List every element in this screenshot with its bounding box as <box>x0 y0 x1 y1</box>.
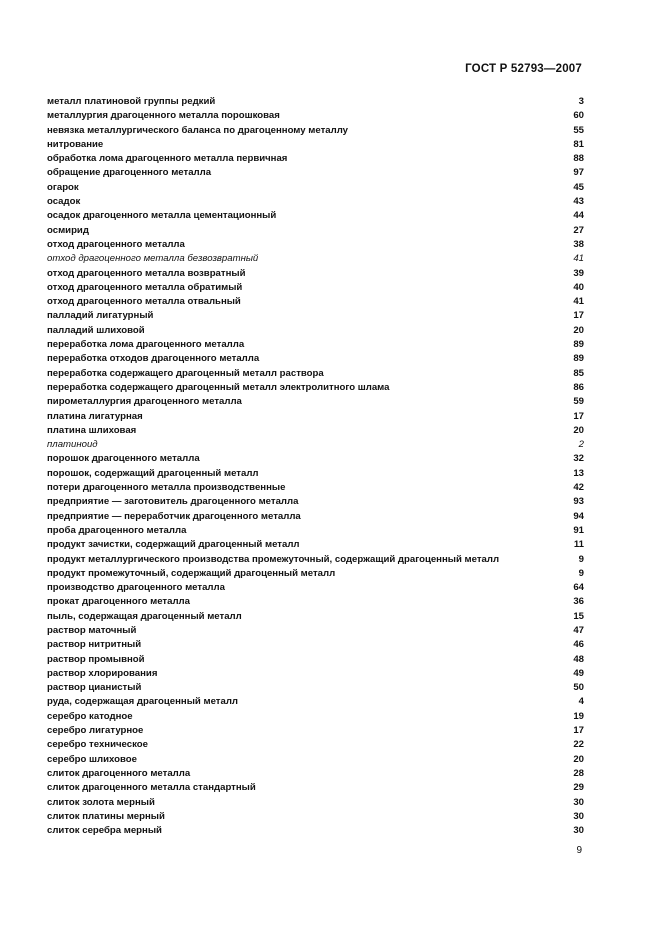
index-term: серебро техническое <box>47 739 148 751</box>
index-term: пыль, содержащая драгоценный металл <box>47 610 242 622</box>
index-term: осмирид <box>47 224 89 236</box>
index-term-number: 3 <box>578 96 584 107</box>
index-term-number: 60 <box>573 110 584 122</box>
index-entry <box>47 781 584 795</box>
index-term-number: 89 <box>573 339 584 351</box>
index-term-number: 19 <box>573 710 584 722</box>
index-entry <box>47 753 584 767</box>
index-term-number: 48 <box>573 653 584 665</box>
index-term: производство драгоценного металла <box>47 582 225 594</box>
index-entry <box>47 653 584 667</box>
index-term-number: 32 <box>573 453 584 465</box>
index-term-number: 30 <box>573 796 584 808</box>
index-term: продукт металлургического производства промежуточный, содержащий драгоценный металл <box>47 553 500 565</box>
index-term: слиток серебра мерный <box>47 825 162 837</box>
index-term: порошок драгоценного металла <box>47 453 200 465</box>
index-term-number: 36 <box>573 596 584 608</box>
index-term-number: 44 <box>573 210 584 222</box>
index-term-number: 39 <box>573 267 584 279</box>
index-term: раствор нитритный <box>47 639 142 651</box>
index-term: предприятие — заготовитель драгоценного металла <box>47 496 299 508</box>
index-entry <box>47 638 584 652</box>
index-term: слиток драгоценного металла стандартный <box>47 782 256 794</box>
index-term-number: 85 <box>573 367 584 379</box>
index-term: платина лигатурная <box>47 410 143 422</box>
index-entry <box>47 309 584 323</box>
index-term-number: 86 <box>573 381 584 393</box>
page-number: 9 <box>576 845 582 856</box>
index-term-number: 9 <box>578 553 584 565</box>
index-entry <box>47 295 584 309</box>
index-entry <box>47 581 584 595</box>
index-entry <box>47 567 584 581</box>
index-term: огарок <box>47 181 79 193</box>
index-term-number: 45 <box>573 181 584 193</box>
index-entry <box>47 109 584 123</box>
index-entry <box>47 410 584 424</box>
index-term: серебро катодное <box>47 710 133 722</box>
index-term-number: 42 <box>573 482 584 494</box>
index-entry <box>47 209 584 223</box>
index-term-number: 17 <box>573 725 584 737</box>
index-term: слиток платины мерный <box>47 810 165 822</box>
index-entry <box>47 367 584 381</box>
index-term: обработка лома драгоценного металла первичная <box>47 153 288 165</box>
index-term: металлургия драгоценного металла порошковая <box>47 110 280 122</box>
index-entry <box>47 667 584 681</box>
index-term-number: 89 <box>573 353 584 365</box>
index-term-number: 41 <box>573 296 584 308</box>
index-entry <box>47 767 584 781</box>
index-entry <box>47 824 584 838</box>
index-term: пирометаллургия драгоценного металла <box>47 396 242 408</box>
index-entry <box>47 424 584 438</box>
index-term: переработка содержащего драгоценный металл раствора <box>47 367 324 379</box>
index-entry <box>47 138 584 152</box>
index-term: платина шлиховая <box>47 424 137 436</box>
index-entry <box>47 538 584 552</box>
index-term-number: 4 <box>578 696 584 708</box>
index-entry <box>47 610 584 624</box>
index-entry <box>47 738 584 752</box>
index-entry <box>47 224 584 238</box>
index-term-number: 11 <box>573 539 584 551</box>
index-entry <box>47 238 584 252</box>
index-term: слиток золота мерный <box>47 796 155 808</box>
index-term: слиток драгоценного металла <box>47 767 191 779</box>
index-term-number: 81 <box>573 138 584 150</box>
index-term-number: 47 <box>573 624 584 636</box>
index-term: невязка металлургического баланса по драгоценному металлу <box>47 124 349 136</box>
index-entry <box>47 681 584 695</box>
index-term-number: 20 <box>573 424 584 436</box>
index-term-number: 46 <box>573 639 584 651</box>
index-entry <box>47 381 584 395</box>
index-term-number: 17 <box>573 410 584 422</box>
index-term-number: 9 <box>578 567 584 579</box>
index-term-number: 94 <box>573 510 584 522</box>
index-term-number: 30 <box>573 825 584 837</box>
index-term-number: 40 <box>573 281 584 293</box>
index-entry <box>47 452 584 466</box>
index-entry <box>47 695 584 709</box>
index-term-number: 20 <box>573 753 584 765</box>
index-term: раствор промывной <box>47 653 145 665</box>
index-term-number: 13 <box>573 467 584 479</box>
index-entry <box>47 95 584 109</box>
index-term-number: 59 <box>573 396 584 408</box>
index-entry <box>47 281 584 295</box>
index-term-number: 88 <box>573 153 584 165</box>
index-term: потери драгоценного металла производственные <box>47 482 286 494</box>
index-entry <box>47 481 584 495</box>
index-term-number: 20 <box>573 324 584 336</box>
index-entry <box>47 124 584 138</box>
index-entry <box>47 524 584 538</box>
index-term-number: 64 <box>573 582 584 594</box>
index-term: раствор маточный <box>47 624 137 636</box>
index-term: порошок, содержащий драгоценный металл <box>47 467 259 479</box>
index-term: металл платиновой группы редкий <box>47 96 216 107</box>
index-entry <box>47 324 584 338</box>
index-term: платиноид <box>47 439 98 451</box>
index-term-number: 17 <box>573 310 584 322</box>
index-term-number: 27 <box>573 224 584 236</box>
index-term: предприятие — переработчик драгоценного металла <box>47 510 301 522</box>
index-entry <box>47 152 584 166</box>
index-entry <box>47 595 584 609</box>
index-term: отход драгоценного металла <box>47 238 185 250</box>
index-term: переработка отходов драгоценного металла <box>47 353 260 365</box>
index-term-number: 97 <box>573 167 584 179</box>
index-entry <box>47 181 584 195</box>
index-term: руда, содержащая драгоценный металл <box>47 696 239 708</box>
index-term: осадок <box>47 196 81 208</box>
index-term-number: 49 <box>573 667 584 679</box>
index-term: серебро лигатурное <box>47 725 144 737</box>
index-entry <box>47 395 584 409</box>
index-term: проба драгоценного металла <box>47 524 187 536</box>
index-term: отход драгоценного металла безвозвратный <box>47 253 259 265</box>
index-term-number: 50 <box>573 682 584 694</box>
index-entry <box>47 624 584 638</box>
index-entry <box>47 495 584 509</box>
index-entry <box>47 724 584 738</box>
index-term-number: 28 <box>573 767 584 779</box>
document-header: ГОСТ Р 52793—2007 <box>465 63 582 75</box>
index-term: обращение драгоценного металла <box>47 167 212 179</box>
term-index <box>47 95 584 838</box>
index-entry <box>47 510 584 524</box>
index-entry <box>47 810 584 824</box>
index-term-number: 2 <box>578 439 584 451</box>
index-term: отход драгоценного металла обратимый <box>47 281 243 293</box>
index-entry <box>47 252 584 266</box>
index-term: переработка содержащего драгоценный металл электролитного шлама <box>47 381 390 393</box>
index-term-number: 38 <box>573 238 584 250</box>
index-term-number: 41 <box>573 253 584 265</box>
index-term: осадок драгоценного металла цементационный <box>47 210 277 222</box>
index-term: переработка лома драгоценного металла <box>47 339 245 351</box>
index-term: нитрование <box>47 138 104 150</box>
index-entry <box>47 796 584 810</box>
index-entry <box>47 710 584 724</box>
index-term: раствор цианистый <box>47 682 142 694</box>
index-entry <box>47 352 584 366</box>
index-entry <box>47 553 584 567</box>
index-term-number: 55 <box>573 124 584 136</box>
index-term: палладий шлиховой <box>47 324 145 336</box>
index-term: отход драгоценного металла отвальный <box>47 296 241 308</box>
index-entry <box>47 195 584 209</box>
index-entry <box>47 467 584 481</box>
index-term: продукт промежуточный, содержащий драгоценный металл <box>47 567 336 579</box>
index-term-number: 15 <box>573 610 584 622</box>
index-term: отход драгоценного металла возвратный <box>47 267 246 279</box>
index-term: продукт зачистки, содержащий драгоценный металл <box>47 539 300 551</box>
index-term-number: 22 <box>573 739 584 751</box>
index-entry <box>47 166 584 180</box>
index-entry <box>47 438 584 452</box>
index-term: прокат драгоценного металла <box>47 596 190 608</box>
index-term-number: 93 <box>573 496 584 508</box>
index-term-number: 29 <box>573 782 584 794</box>
index-term: палладий лигатурный <box>47 310 154 322</box>
index-term-number: 91 <box>573 524 584 536</box>
index-entry <box>47 267 584 281</box>
index-entry <box>47 338 584 352</box>
index-term: раствор хлорирования <box>47 667 158 679</box>
index-term-number: 30 <box>573 810 584 822</box>
index-term: серебро шлиховое <box>47 753 137 765</box>
index-term-number: 43 <box>573 196 584 208</box>
